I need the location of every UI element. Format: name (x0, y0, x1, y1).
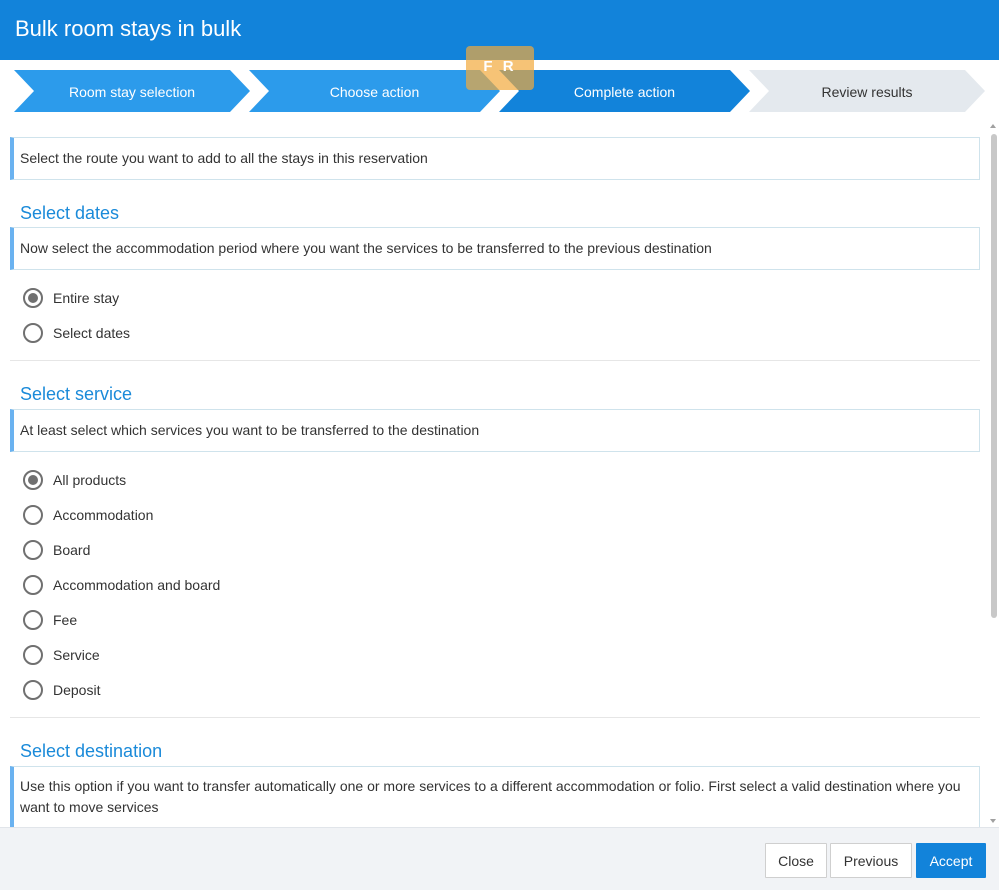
radio-all-products-label: All products (53, 472, 127, 488)
radio-deposit[interactable] (23, 680, 100, 700)
scroll-up-arrow-icon[interactable] (990, 124, 996, 128)
destination-info-text: Use this option if you want to transfer automatically one or more services to a different accommodation or folio. First select a valid destination where you want to move services (20, 778, 961, 815)
scroll-thumb[interactable] (991, 134, 997, 618)
radio-accommodation-circle[interactable] (23, 505, 43, 525)
radio-board-circle[interactable] (23, 540, 43, 560)
radio-fee[interactable] (23, 610, 77, 630)
dialog-title: Bulk room stays in bulk (15, 16, 242, 41)
content-panel (0, 122, 988, 827)
intro-info-box (10, 137, 980, 180)
radio-accommodation-and-board[interactable] (23, 575, 220, 595)
previous-button[interactable]: Previous (830, 843, 912, 878)
radio-select-dates[interactable] (23, 323, 130, 343)
radio-entire-stay-label: Entire stay (53, 290, 120, 306)
radio-all-products-circle[interactable] (23, 470, 43, 490)
divider (10, 717, 980, 718)
radio-accommodation-label: Accommodation (53, 507, 154, 523)
radio-service-label: Service (53, 647, 100, 663)
radio-deposit-circle[interactable] (23, 680, 43, 700)
dates-info-text: Now select the accommodation period where you want the services to be transferred to the previous destination (20, 240, 712, 256)
wizard-step-2-label: Choose action (329, 84, 420, 100)
radio-service-circle[interactable] (23, 645, 43, 665)
select-dates-title: Select dates (20, 203, 120, 223)
radio-select-dates-circle[interactable] (23, 323, 43, 343)
radio-fee-circle[interactable] (23, 610, 43, 630)
radio-select-dates-label: Select dates (53, 325, 131, 341)
select-destination-title: Select destination (20, 741, 163, 761)
radio-accommodation[interactable] (23, 505, 153, 525)
intro-text: Select the route you want to add to all the stays in this reservation (20, 150, 428, 166)
radio-service[interactable] (23, 645, 100, 665)
divider (10, 360, 980, 361)
radio-board-label: Board (53, 542, 91, 558)
scroll-down-arrow-icon[interactable] (990, 819, 996, 823)
accept-button[interactable]: Accept (916, 843, 986, 878)
radio-accommodation-and-board-circle[interactable] (23, 575, 43, 595)
wizard-step-3-label: Complete action (573, 84, 676, 100)
radio-accommodation-and-board-label: Accommodation and board (53, 577, 221, 593)
wizard-step-4-label: Review results (821, 84, 913, 100)
dates-info-box (10, 227, 980, 270)
radio-board[interactable] (23, 540, 90, 560)
close-button[interactable]: Close (765, 843, 827, 878)
radio-all-products[interactable] (23, 470, 126, 490)
destination-info-box (10, 766, 980, 827)
content-scrollbar[interactable] (988, 122, 999, 827)
service-info-text: At least select which services you want to be transferred to the destination (20, 422, 480, 438)
dialog-footer (0, 827, 999, 890)
radio-fee-label: Fee (53, 612, 78, 628)
fr-badge (466, 46, 534, 90)
radio-entire-stay-circle[interactable] (23, 288, 43, 308)
select-service-title: Select service (20, 384, 133, 404)
service-info-box (10, 409, 980, 452)
radio-entire-stay[interactable] (23, 288, 119, 308)
radio-deposit-label: Deposit (53, 682, 101, 698)
wizard-step-1-label: Room stay selection (68, 84, 196, 100)
fr-badge-text: F R (483, 58, 517, 75)
